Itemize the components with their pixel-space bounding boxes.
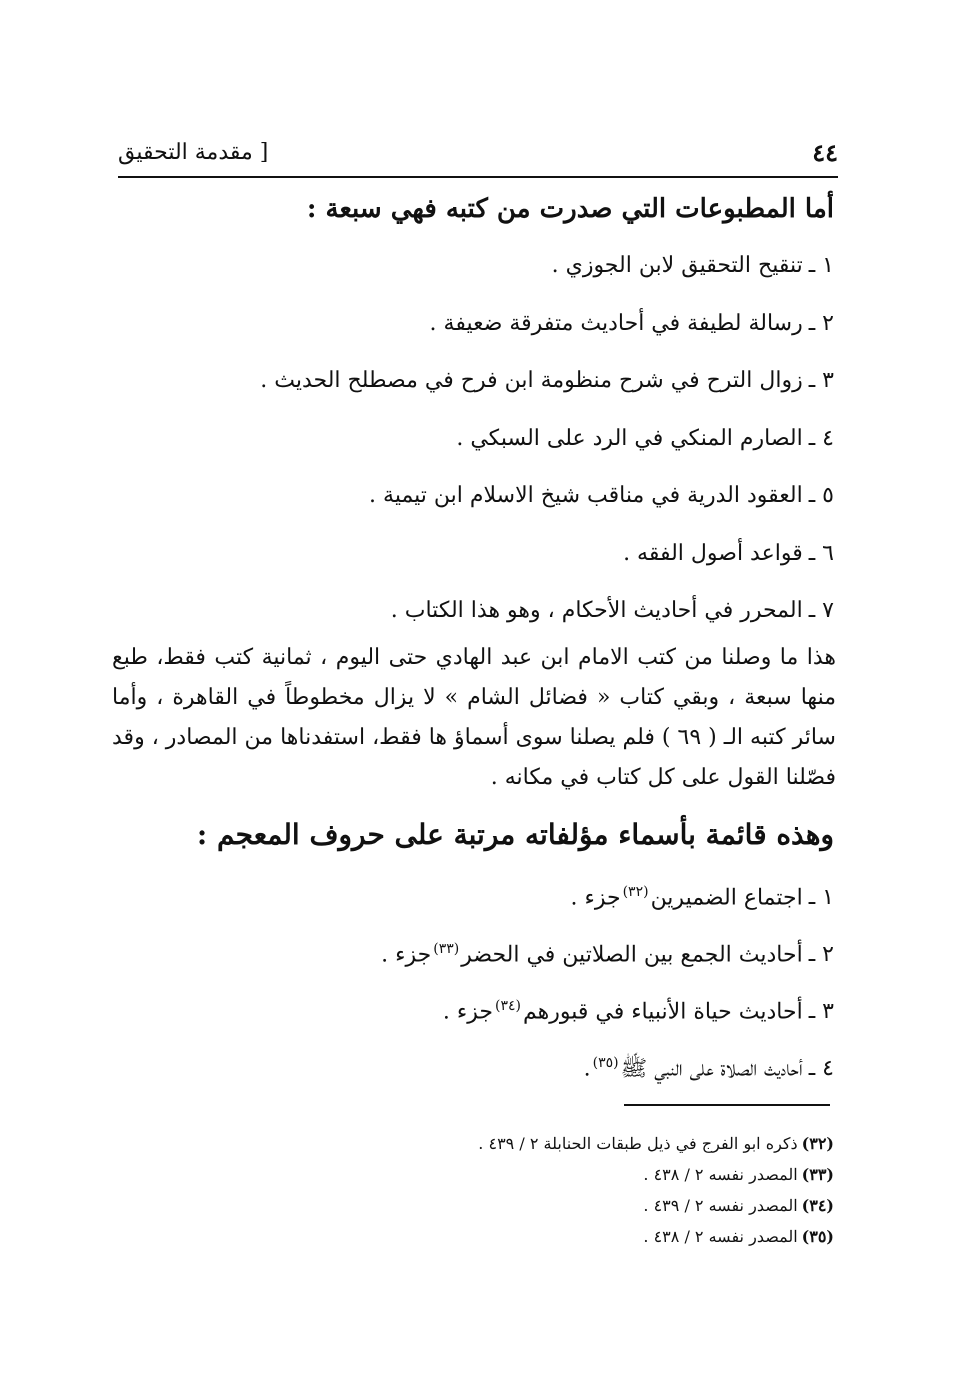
footnote <box>478 1192 834 1223</box>
running-head <box>118 138 838 174</box>
item-suffix: . <box>583 1056 591 1082</box>
footnote-key: (٣٢) <box>801 1134 834 1153</box>
footnote-key: (٣٥) <box>801 1227 834 1246</box>
footnote-key: (٣٤) <box>801 1196 834 1215</box>
footnote-key: (٣٣) <box>801 1165 834 1184</box>
footnote-ref[interactable]: (٣٥) <box>592 1055 619 1071</box>
item-text: أحاديث الصلاة على النبي ﷺ <box>620 1056 803 1082</box>
list-item <box>260 476 834 534</box>
item-number: ٥ ـ <box>808 483 834 508</box>
footnote <box>478 1130 834 1161</box>
list-item <box>381 1043 834 1100</box>
item-number: ٦ ـ <box>808 540 834 566</box>
footnote-ref[interactable]: (٣٣) <box>433 941 460 957</box>
works-list <box>381 872 834 1100</box>
item-text: قواعد أصول الفقه . <box>623 540 803 566</box>
list-item <box>260 246 834 304</box>
item-number: ٢ ـ <box>808 310 834 336</box>
item-text: اجتماع الضميرين <box>650 885 803 911</box>
footnote-ref[interactable]: (٣٢) <box>622 884 649 900</box>
list-item <box>260 419 834 477</box>
footnote-text: المصدر نفسه ٢ / ٤٣٨ . <box>643 1165 798 1184</box>
item-suffix: جزء . <box>570 885 621 911</box>
item-suffix: جزء . <box>381 942 432 968</box>
item-text: تنقيح التحقيق لابن الجوزي . <box>551 253 803 278</box>
item-number: ٧ ـ <box>808 598 834 623</box>
item-number: ٤ ـ <box>808 425 834 451</box>
item-text: العقود الدرية في مناقب شيخ الاسلام ابن تيمية . <box>369 483 803 508</box>
item-text: الصارم المنكي في الرد على السبكي . <box>456 425 803 451</box>
footnotes-list <box>478 1130 834 1254</box>
item-number: ٣ ـ <box>808 368 834 393</box>
item-suffix: جزء . <box>442 999 493 1025</box>
list-item <box>260 361 834 419</box>
item-number: ١ ـ <box>808 253 834 278</box>
item-number: ٤ ـ <box>808 1056 834 1082</box>
footnote <box>478 1161 834 1192</box>
printed-works-heading: أما المطبوعات التي صدرت من كتبه فهي سبعة : <box>306 194 834 224</box>
item-number: ٣ ـ <box>808 999 834 1025</box>
list-item <box>260 534 834 592</box>
footnote <box>478 1223 834 1254</box>
footnote-rule <box>624 1104 830 1106</box>
list-item <box>260 304 834 362</box>
item-text: أحاديث حياة الأنبياء في قبورهم <box>522 999 803 1025</box>
section-title: [ مقدمة التحقيق <box>118 140 269 165</box>
page-number: ٤٤ <box>812 138 838 167</box>
printed-works-list <box>260 246 834 649</box>
item-text: رسالة لطيفة في أحاديث متفرقة ضعيفة . <box>429 310 803 336</box>
item-text: أحاديث الجمع بين الصلاتين في الحضر <box>461 942 803 968</box>
header-rule <box>118 176 838 178</box>
list-item <box>381 872 834 929</box>
list-item <box>381 929 834 986</box>
item-number: ٢ ـ <box>808 942 834 968</box>
works-list-heading: وهذه قائمة بأسماء مؤلفاته مرتبة على حروف المعجم : <box>196 818 834 851</box>
footnote-text: المصدر نفسه ٢ / ٤٣٨ . <box>643 1227 798 1246</box>
footnote-text: المصدر نفسه ٢ / ٤٣٩ . <box>643 1196 798 1215</box>
body-paragraph: هذا ما وصلنا من كتب الامام ابن عبد الهادي حتى اليوم ، ثمانية كتب فقط، طبع منها سبعة ، وبقي كتاب « فضائل الشام » لا يزال مخطوطاً في القاهرة ، وأما سائر كتبه الـ ( ٦٩ ) فلم يصلنا سوى أسماؤ ها فقط، استفدناها من المصادر ، وقد فصّلنا القول على كل كتاب في مكانه . <box>112 645 837 790</box>
footnote-ref[interactable]: (٣٤) <box>495 998 521 1014</box>
footnote-text: ذكره ابو الفرج في ذيل طبقات الحنابلة ٢ / ٤٣٩ . <box>478 1134 798 1153</box>
item-text: زوال الترح في شرح منظومة ابن فرح في مصطلح الحديث . <box>260 368 803 393</box>
list-item <box>381 986 834 1043</box>
item-text: المحرر في أحاديث الأحكام ، وهو هذا الكتاب . <box>390 598 803 623</box>
item-number: ١ ـ <box>808 885 834 911</box>
